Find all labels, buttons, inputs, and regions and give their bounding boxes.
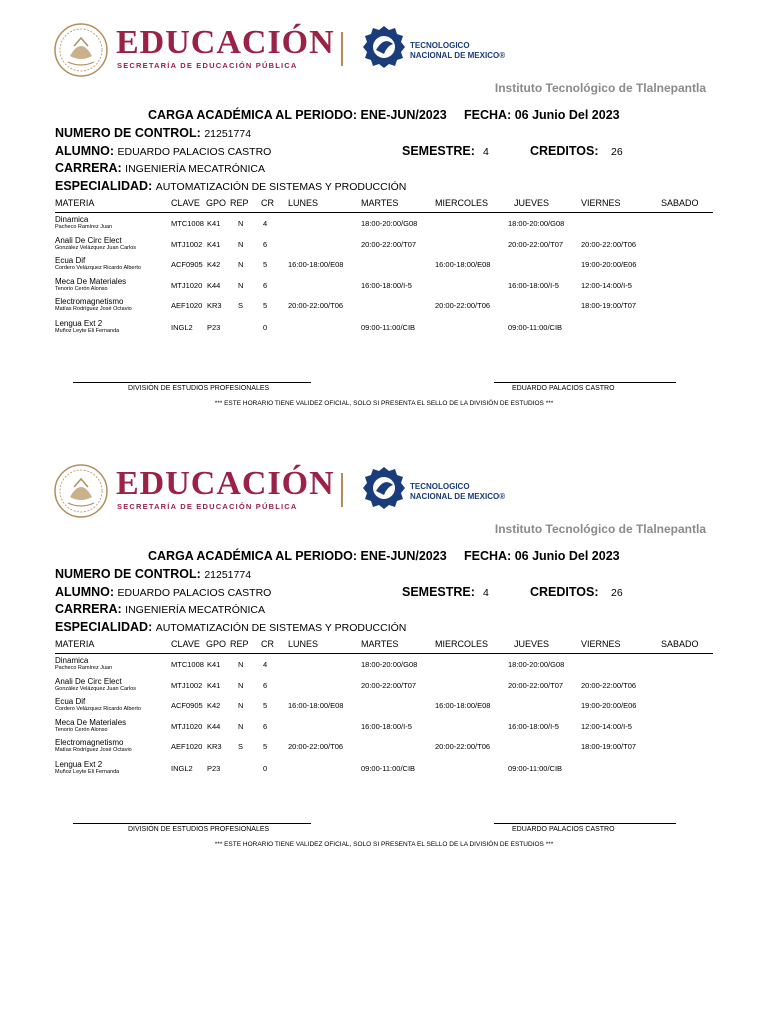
cell-miercoles: 20:00-22:00/T06 (435, 301, 491, 310)
cell-rep: S (238, 301, 244, 310)
professor-name: Muñoz Leyte Eli Fernanda (55, 769, 120, 775)
cell-martes: 09:00-11:00/CIB (361, 323, 416, 332)
subject-name: Dinamica (55, 215, 89, 224)
table-row (55, 677, 715, 697)
cell-gpo: K41 (207, 681, 221, 690)
cell-jueves: 18:00-20:00/G08 (508, 660, 565, 669)
cell-gpo: K41 (207, 219, 221, 228)
subject-name: Electromagnetismo (55, 738, 124, 747)
table-row (55, 256, 715, 276)
subject-name: Meca De Materiales (55, 718, 127, 727)
tecnm-text: TECNOLOGICO NACIONAL DE MEXICO® (410, 482, 506, 501)
professor-name: Cordero Velázquez Ricardo Alberto (55, 706, 141, 712)
column-header-cr: CR (261, 639, 274, 649)
cell-rep: N (238, 281, 244, 290)
table-row (55, 277, 715, 297)
column-header-viernes: VIERNES (581, 639, 621, 649)
cell-gpo: K44 (207, 281, 221, 290)
cell-rep: N (238, 681, 244, 690)
cell-clave: MTJ1002 (171, 681, 203, 690)
cell-cr: 5 (263, 701, 268, 710)
cell-jueves: 09:00-11:00/CIB (508, 323, 563, 332)
specialty: ESPECIALIDAD: AUTOMATIZACIÓN DE SISTEMAS Y PRODUCCIÓN (55, 179, 407, 193)
column-header-materia: MATERIA (55, 639, 95, 649)
subject-name: Lengua Ext 2 (55, 319, 103, 328)
cell-gpo: P23 (207, 764, 221, 773)
cell-viernes: 18:00-19:00/T07 (581, 301, 637, 310)
cell-cr: 6 (263, 722, 268, 731)
institute-name: Instituto Tecnológico de Tlalnepantla (494, 81, 706, 95)
cell-clave: MTJ1002 (171, 240, 203, 249)
signature-line-left (73, 823, 311, 824)
cell-miercoles: 16:00-18:00/E08 (435, 260, 491, 269)
column-header-viernes: VIERNES (581, 198, 621, 208)
cell-gpo: K42 (207, 260, 221, 269)
table-header (55, 198, 713, 212)
validity-note: *** ESTE HORARIO TIENE VALIDEZ OFICIAL, SOLO SI PRESENTA EL SELLO DE LA DIVISIÓN DE ESTUDIOS *** (214, 841, 554, 848)
cell-clave: ACF0905 (171, 260, 203, 269)
subject-name: Anali De Circ Elect (55, 677, 122, 686)
educacion-subtitle: SECRETARÍA DE EDUCACIÓN PÚBLICA (117, 502, 298, 511)
mexico-seal-icon (52, 22, 110, 78)
subject-name: Electromagnetismo (55, 297, 124, 306)
signature-division: DIVISIÓN DE ESTUDIOS PROFESIONALES (128, 826, 270, 833)
professor-name: Tenorio Cerón Alonso (55, 286, 108, 292)
column-header-miercoles: MIERCOLES (435, 639, 489, 649)
table-row (55, 319, 715, 339)
column-header-sabado: SABADO (661, 198, 699, 208)
signature-student: EDUARDO PALACIOS CASTRO (512, 826, 615, 833)
table-row (55, 760, 715, 780)
professor-name: Muñoz Leyte Eli Fernanda (55, 328, 120, 334)
student-name: ALUMNO: EDUARDO PALACIOS CASTRO (55, 144, 272, 158)
professor-name: Matías Rodríguez José Octavio (55, 306, 132, 312)
column-header-rep: REP (230, 639, 249, 649)
credits-label: CREDITOS: (530, 585, 599, 599)
cell-jueves: 16:00-18:00/I-5 (508, 722, 559, 731)
institute-name: Instituto Tecnológico de Tlalnepantla (494, 522, 706, 536)
credits-value: 26 (611, 587, 623, 599)
cell-martes: 20:00-22:00/T07 (361, 681, 417, 690)
cell-gpo: K44 (207, 722, 221, 731)
cell-rep: N (238, 660, 244, 669)
column-header-clave: CLAVE (171, 198, 200, 208)
professor-name: González Velázquez Juan Carlos (55, 686, 137, 692)
cell-miercoles: 20:00-22:00/T06 (435, 742, 491, 751)
schedule-copy-2 (0, 441, 768, 881)
signature-division: DIVISIÓN DE ESTUDIOS PROFESIONALES (128, 385, 270, 392)
cell-martes: 18:00-20:00/G08 (361, 660, 418, 669)
table-header-rule (55, 653, 713, 654)
semester-label: SEMESTRE: (402, 585, 475, 599)
cell-viernes: 19:00-20:00/E06 (581, 260, 637, 269)
subject-name: Ecua Dif (55, 697, 86, 706)
professor-name: González Velázquez Juan Carlos (55, 245, 137, 251)
column-header-jueves: JUEVES (514, 198, 550, 208)
table-row (55, 697, 715, 717)
cell-lunes: 16:00-18:00/E08 (288, 260, 344, 269)
subject-name: Meca De Materiales (55, 277, 127, 286)
professor-name: Matías Rodríguez José Octavio (55, 747, 132, 753)
cell-gpo: KR3 (207, 301, 222, 310)
tecnm-gear-icon (362, 24, 406, 80)
cell-clave: INGL2 (171, 764, 193, 773)
schedule-copy-1 (0, 0, 768, 440)
table-row (55, 215, 715, 235)
cell-cr: 5 (263, 742, 268, 751)
cell-viernes: 12:00-14:00/I-5 (581, 281, 632, 290)
table-row (55, 297, 715, 317)
cell-viernes: 18:00-19:00/T07 (581, 742, 637, 751)
tecnm-gear-icon (362, 465, 406, 521)
date-label: FECHA: 06 Junio Del 2023 (464, 549, 620, 563)
cell-cr: 6 (263, 240, 268, 249)
professor-name: Pacheco Ramírez Juan (55, 665, 113, 671)
period-title: CARGA ACADÉMICA AL PERIODO: ENE-JUN/2023 (148, 549, 447, 563)
professor-name: Cordero Velázquez Ricardo Alberto (55, 265, 141, 271)
career: CARRERA: INGENIERÍA MECATRÓNICA (55, 602, 265, 616)
validity-note: *** ESTE HORARIO TIENE VALIDEZ OFICIAL, SOLO SI PRESENTA EL SELLO DE LA DIVISIÓN DE ESTUDIOS *** (214, 400, 554, 407)
cell-clave: AEF1020 (171, 301, 203, 310)
cell-gpo: KR3 (207, 742, 222, 751)
cell-viernes: 12:00-14:00/I-5 (581, 722, 632, 731)
professor-name: Tenorio Cerón Alonso (55, 727, 108, 733)
cell-rep: N (238, 722, 244, 731)
cell-cr: 5 (263, 301, 268, 310)
subject-name: Dinamica (55, 656, 89, 665)
cell-martes: 20:00-22:00/T07 (361, 240, 417, 249)
column-header-jueves: JUEVES (514, 639, 550, 649)
cell-rep: N (238, 701, 244, 710)
column-header-miercoles: MIERCOLES (435, 198, 489, 208)
semester-label: SEMESTRE: (402, 144, 475, 158)
logo-divider (341, 473, 343, 507)
signature-student: EDUARDO PALACIOS CASTRO (512, 385, 615, 392)
mexico-seal-icon (52, 463, 110, 519)
educacion-wordmark: EDUCACIÓN (116, 24, 335, 61)
cell-cr: 0 (263, 764, 268, 773)
cell-martes: 09:00-11:00/CIB (361, 764, 416, 773)
cell-rep: S (238, 742, 244, 751)
tecnm-logo (360, 463, 506, 519)
cell-clave: MTC1008 (171, 219, 204, 228)
signature-line-right (494, 382, 676, 383)
cell-cr: 6 (263, 281, 268, 290)
control-number: NUMERO DE CONTROL: 21251774 (55, 126, 252, 140)
cell-gpo: K41 (207, 240, 221, 249)
subject-name: Lengua Ext 2 (55, 760, 103, 769)
cell-cr: 5 (263, 260, 268, 269)
cell-jueves: 18:00-20:00/G08 (508, 219, 565, 228)
cell-martes: 16:00-18:00/I-5 (361, 722, 412, 731)
column-header-gpo: GPO (206, 198, 227, 208)
cell-viernes: 19:00-20:00/E06 (581, 701, 637, 710)
professor-name: Pacheco Ramírez Juan (55, 224, 113, 230)
cell-gpo: P23 (207, 323, 221, 332)
column-header-martes: MARTES (361, 198, 399, 208)
credits-label: CREDITOS: (530, 144, 599, 158)
cell-clave: AEF1020 (171, 742, 203, 751)
period-title: CARGA ACADÉMICA AL PERIODO: ENE-JUN/2023 (148, 108, 447, 122)
cell-clave: MTJ1020 (171, 722, 203, 731)
semester-value: 4 (483, 587, 489, 599)
table-header (55, 639, 713, 653)
cell-gpo: K41 (207, 660, 221, 669)
cell-cr: 6 (263, 681, 268, 690)
column-header-materia: MATERIA (55, 198, 95, 208)
cell-viernes: 20:00-22:00/T06 (581, 681, 637, 690)
column-header-rep: REP (230, 198, 249, 208)
cell-lunes: 20:00-22:00/T06 (288, 301, 344, 310)
cell-martes: 16:00-18:00/I-5 (361, 281, 412, 290)
educacion-wordmark: EDUCACIÓN (116, 465, 335, 502)
cell-clave: ACF0905 (171, 701, 203, 710)
table-row (55, 656, 715, 676)
cell-jueves: 20:00-22:00/T07 (508, 681, 564, 690)
specialty: ESPECIALIDAD: AUTOMATIZACIÓN DE SISTEMAS Y PRODUCCIÓN (55, 620, 407, 634)
signature-line-right (494, 823, 676, 824)
cell-clave: MTC1008 (171, 660, 204, 669)
cell-miercoles: 16:00-18:00/E08 (435, 701, 491, 710)
tecnm-text: TECNOLOGICO NACIONAL DE MEXICO® (410, 41, 506, 60)
cell-jueves: 09:00-11:00/CIB (508, 764, 563, 773)
column-header-sabado: SABADO (661, 639, 699, 649)
educacion-logo (52, 22, 342, 78)
career: CARRERA: INGENIERÍA MECATRÓNICA (55, 161, 265, 175)
column-header-clave: CLAVE (171, 639, 200, 649)
subject-name: Anali De Circ Elect (55, 236, 122, 245)
subject-name: Ecua Dif (55, 256, 86, 265)
educacion-subtitle: SECRETARÍA DE EDUCACIÓN PÚBLICA (117, 61, 298, 70)
student-name: ALUMNO: EDUARDO PALACIOS CASTRO (55, 585, 272, 599)
cell-lunes: 16:00-18:00/E08 (288, 701, 344, 710)
cell-rep: N (238, 260, 244, 269)
cell-jueves: 16:00-18:00/I-5 (508, 281, 559, 290)
table-row (55, 236, 715, 256)
signature-line-left (73, 382, 311, 383)
cell-clave: MTJ1020 (171, 281, 203, 290)
control-number: NUMERO DE CONTROL: 21251774 (55, 567, 252, 581)
cell-clave: INGL2 (171, 323, 193, 332)
column-header-lunes: LUNES (288, 639, 319, 649)
cell-martes: 18:00-20:00/G08 (361, 219, 418, 228)
column-header-lunes: LUNES (288, 198, 319, 208)
educacion-logo (52, 463, 342, 519)
date-label: FECHA: 06 Junio Del 2023 (464, 108, 620, 122)
cell-cr: 4 (263, 219, 268, 228)
table-row (55, 738, 715, 758)
cell-viernes: 20:00-22:00/T06 (581, 240, 637, 249)
credits-value: 26 (611, 146, 623, 158)
cell-rep: N (238, 219, 244, 228)
cell-lunes: 20:00-22:00/T06 (288, 742, 344, 751)
table-row (55, 718, 715, 738)
column-header-martes: MARTES (361, 639, 399, 649)
cell-rep: N (238, 240, 244, 249)
column-header-cr: CR (261, 198, 274, 208)
cell-cr: 4 (263, 660, 268, 669)
column-header-gpo: GPO (206, 639, 227, 649)
semester-value: 4 (483, 146, 489, 158)
cell-cr: 0 (263, 323, 268, 332)
cell-gpo: K42 (207, 701, 221, 710)
cell-jueves: 20:00-22:00/T07 (508, 240, 564, 249)
tecnm-logo (360, 22, 506, 78)
table-header-rule (55, 212, 713, 213)
logo-divider (341, 32, 343, 66)
